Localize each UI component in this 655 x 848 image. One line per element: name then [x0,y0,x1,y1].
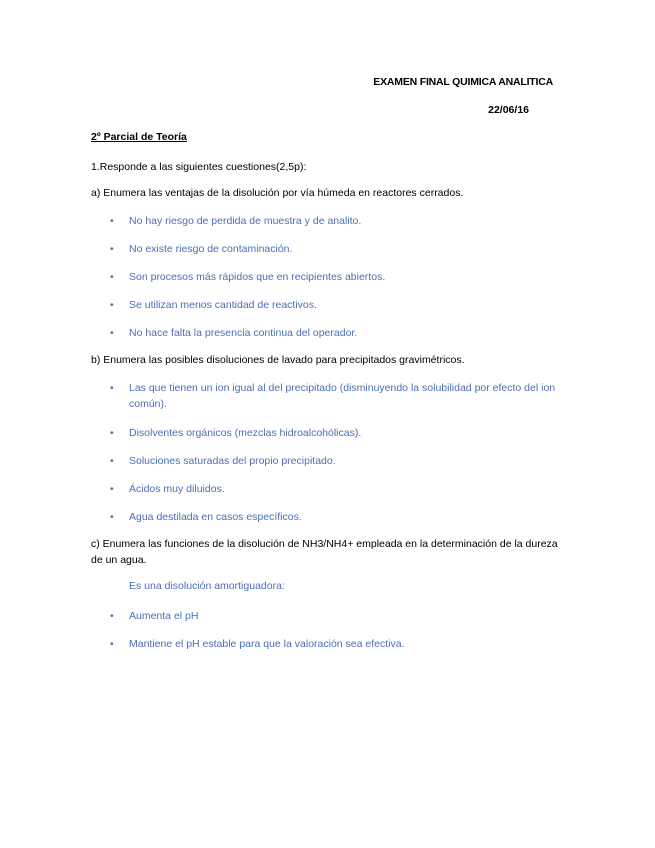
bullet-icon: • [110,327,114,339]
list-item [110,509,560,525]
answer-text: Aumenta el pH [129,610,199,622]
question-a-prompt: a) Enumera las ventajas de la disolución por vía húmeda en reactores cerrados. [91,187,464,199]
answer-text: Mantiene el pH estable para que la valoración sea efectiva. [129,638,405,650]
bullet-icon: • [110,271,114,283]
list-item [110,453,560,469]
list-item [110,636,560,652]
answer-text: No existe riesgo de contaminación. [129,243,293,255]
question-c-prompt: c) Enumera las funciones de la disolución de NH3/NH4+ empleada en la determinación de la dureza de un agua. [91,538,558,566]
list-item [110,325,560,341]
bullet-icon: • [110,243,114,255]
bullet-icon: • [110,483,114,495]
list-item [110,481,560,497]
list-item [110,213,560,229]
answer-text: Son procesos más rápidos que en recipientes abiertos. [129,271,386,283]
bullet-icon: • [110,610,114,622]
list-item [110,380,560,412]
answer-text: Soluciones saturadas del propio precipitado. [129,455,336,467]
bullet-icon: • [110,299,114,311]
section-title: 2º Parcial de Teoría [91,131,187,143]
bullet-icon: • [110,638,114,650]
answer-text: Ácidos muy diluidos. [129,483,225,495]
answer-text: Agua destilada en casos específicos. [129,511,302,523]
bullet-icon: • [110,511,114,523]
list-item [110,425,560,441]
instruction-text: 1.Responde a las siguientes cuestiones(2,5p): [91,161,307,173]
question-b-prompt: b) Enumera las posibles disoluciones de lavado para precipitados gravimétricos. [91,354,465,366]
bullet-icon: • [110,382,114,394]
answer-text: Las que tienen un ion igual al del precipitado (disminuyendo la solubilidad por efecto del ion común). [129,382,556,410]
answer-intro: Es una disolución amortiguadora: [129,580,285,592]
list-item [110,241,560,257]
answer-text: No hace falta la presencia continua del operador. [129,327,358,339]
answer-text: Se utilizan menos cantidad de reactivos. [129,299,317,311]
exam-date: 22/06/16 [488,104,529,116]
list-item [110,297,560,313]
bullet-icon: • [110,427,114,439]
answer-text: Disolventes orgánicos (mezclas hidroalcohólicas). [129,427,362,439]
list-item [110,608,560,624]
answer-text: No hay riesgo de perdida de muestra y de analito. [129,215,362,227]
list-item [110,269,560,285]
bullet-icon: • [110,455,114,467]
bullet-icon: • [110,215,114,227]
exam-title: EXAMEN FINAL QUIMICA ANALITICA [373,76,553,88]
